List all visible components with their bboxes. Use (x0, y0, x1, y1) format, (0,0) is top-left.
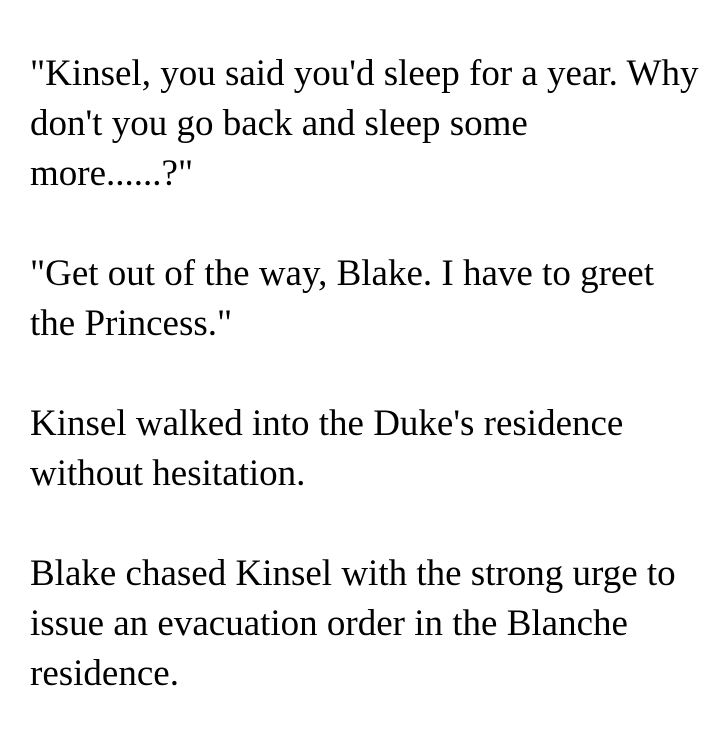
paragraph-line: more......?" (30, 153, 194, 194)
paragraph-line: residence. (30, 653, 179, 694)
paragraph-line: the Princess." (30, 303, 233, 344)
paragraph-line: don't you go back and sleep some (30, 103, 528, 144)
story-text (30, 49, 700, 699)
paragraph (30, 249, 700, 349)
paragraph-line: "Get out of the way, Blake. I have to greet (30, 253, 655, 294)
paragraph-line: without hesitation. (30, 453, 306, 494)
paragraph (30, 49, 700, 199)
paragraph-line: "Kinsel, you said you'd sleep for a year. Why (30, 53, 699, 94)
paragraph-line: Kinsel walked into the Duke's residence (30, 403, 624, 444)
paragraph-line: Blake chased Kinsel with the strong urge to (30, 553, 676, 594)
paragraph-line: issue an evacuation order in the Blanche (30, 603, 628, 644)
paragraph (30, 549, 700, 699)
paragraph (30, 399, 700, 499)
